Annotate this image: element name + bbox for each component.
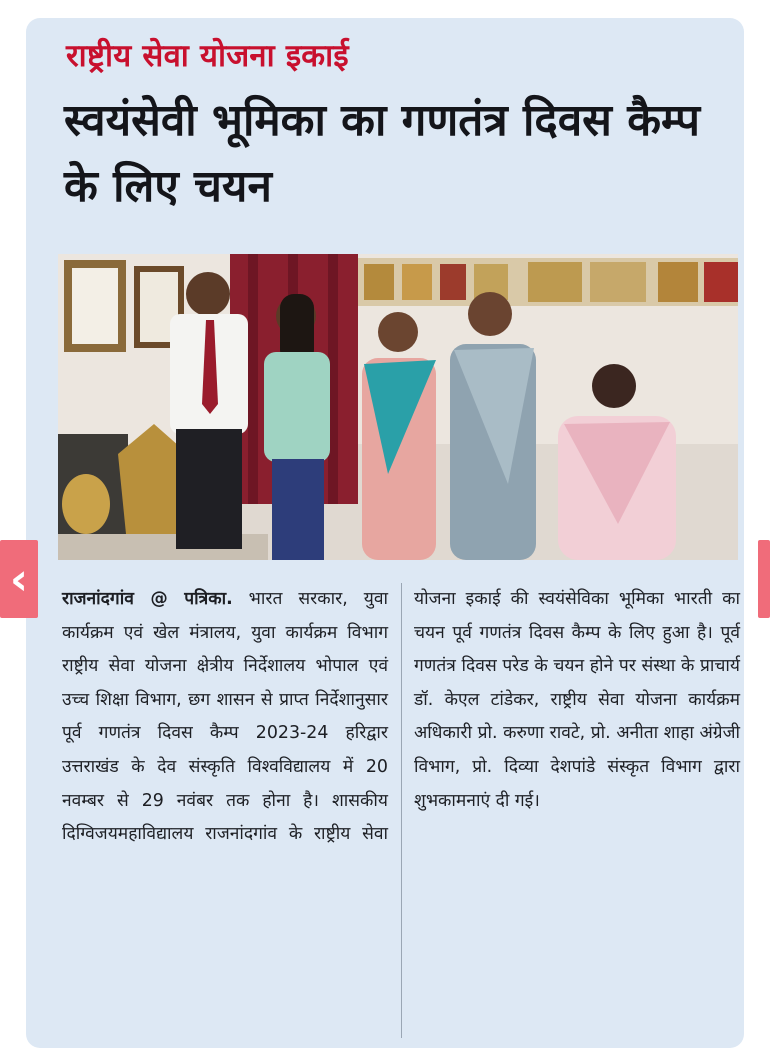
previous-button[interactable] (0, 540, 38, 618)
group-photo-illustration (58, 254, 738, 560)
group-photo (58, 254, 738, 560)
dateline: राजनांदगांव @ पत्रिका. (62, 589, 233, 609)
article-body (62, 583, 740, 1038)
chevron-left-icon: ‹ (9, 553, 29, 605)
headline: स्वयंसेवी भूमिका का गणतंत्र दिवस कैम्प के लिए चयन (64, 95, 701, 212)
kicker: राष्ट्रीय सेवा योजना इकाई (66, 38, 349, 74)
news-clipping (26, 18, 744, 1048)
next-button[interactable] (758, 540, 770, 618)
body-text: भारत सरकार, युवा कार्यक्रम एवं खेल मंत्रालय, युवा कार्यक्रम विभाग राष्ट्रीय सेवा योजना क्षेत्रीय निर्देशालय भोपाल एवं उच्च शिक्षा विभाग, छग शासन से प्राप्त निर्देशानुसार पूर्व गणतंत्र दिवस कैम्प 2023-24 हरिद्वार उत्तराखंड के देव संस्कृति विश्वविद्यालय में 20 नवम्बर से 29 नवंबर तक होना है। शासकीय दिग्विजयमहाविद्यालय राजनांदगांव के राष्ट्रीय सेवा योजना इकाई की स्वयंसेविका भूमिका भारती का चयन पूर्व गणतंत्र दिवस कैम्प के लिए हुआ है। पूर्व गणतंत्र दिवस परेड के चयन होने पर संस्था के प्राचार्य डॉ. केएल टांडेकर, राष्ट्रीय सेवा योजना कार्यक्रम अधिकारी प्रो. करुणा रावटे, प्रो. अनीता शाहा अंग्रेजी विभाग, प्रो. दिव्या देशपांडे संस्कृत विभाग द्वारा शुभकामनाएं दी गई। (62, 589, 740, 845)
